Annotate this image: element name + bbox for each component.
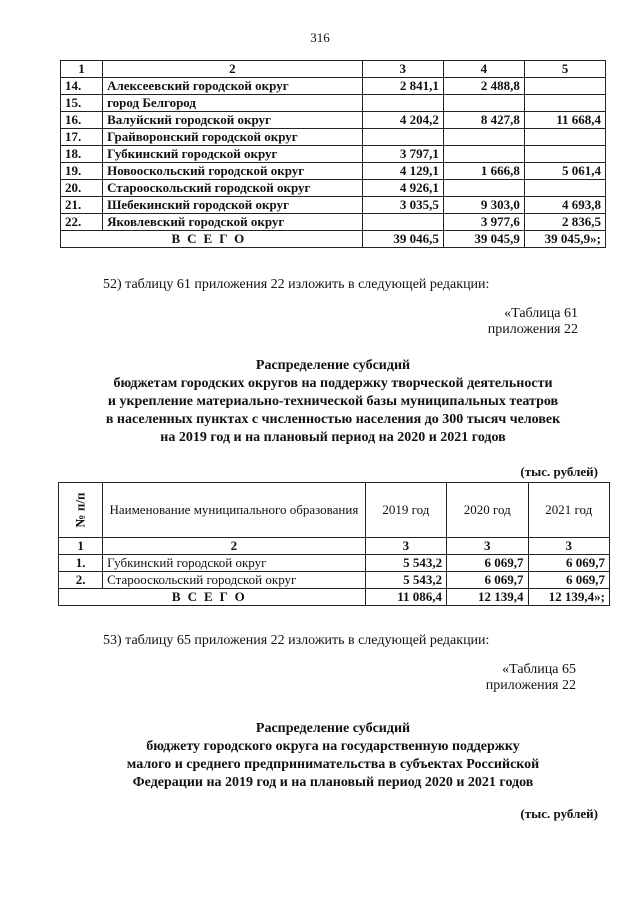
table-body <box>61 78 606 231</box>
total-label: ВСЕГО <box>59 589 366 606</box>
heading-line: Распределение субсидий <box>255 358 411 373</box>
table-cell: 3 977,6 <box>443 214 524 231</box>
table-index-row <box>59 538 610 555</box>
index-cell: 3 <box>447 538 528 555</box>
table-cell: 17. <box>61 129 103 146</box>
header-number-text: № п/п <box>72 492 88 528</box>
header-cell-2021: 2021 год <box>528 483 609 538</box>
table-row <box>59 572 610 589</box>
table-cell <box>362 95 443 112</box>
table-cell: 4 926,1 <box>362 180 443 197</box>
table-cell: 16. <box>61 112 103 129</box>
table-cell: 4 204,2 <box>362 112 443 129</box>
table-row <box>61 180 606 197</box>
table-cell: Алексеевский городской округ <box>103 78 363 95</box>
table-61-reference <box>488 306 578 338</box>
table-cell: 11 668,4 <box>524 112 605 129</box>
table-cell <box>524 95 605 112</box>
table-cell: 8 427,8 <box>443 112 524 129</box>
table-row <box>59 555 610 572</box>
page-number: 316 <box>310 30 330 45</box>
total-value: 12 139,4»; <box>528 589 609 606</box>
table-row <box>61 78 606 95</box>
table-cell: 6 069,7 <box>528 555 609 572</box>
reference-line: «Таблица 65 <box>502 662 576 677</box>
table-cell: 15. <box>61 95 103 112</box>
table-cell <box>524 146 605 163</box>
heading-line: малого и среднего предпринимательства в субъектах Российской <box>126 757 540 772</box>
table-cell: 5 061,4 <box>524 163 605 180</box>
header-cell: 5 <box>524 61 605 78</box>
table-cell: Новооскольский городской округ <box>103 163 363 180</box>
table-cell: 19. <box>61 163 103 180</box>
heading-line: бюджетам городских округов на поддержку творческой деятельности <box>113 376 553 391</box>
paragraph-52: 52) таблицу 61 приложения 22 изложить в следующей редакции: <box>103 277 490 292</box>
subsidy-table-continued <box>60 60 606 248</box>
table-cell: 6 069,7 <box>528 572 609 589</box>
table-cell: 2 488,8 <box>443 78 524 95</box>
table-cell <box>362 129 443 146</box>
total-value: 39 045,9 <box>443 231 524 248</box>
table-cell: 9 303,0 <box>443 197 524 214</box>
index-cell: 3 <box>365 538 446 555</box>
table-cell <box>443 180 524 197</box>
table-body <box>59 555 610 589</box>
table-cell: 5 543,2 <box>365 572 446 589</box>
header-cell: 1 <box>61 61 103 78</box>
table-cell: Шебекинский городской округ <box>103 197 363 214</box>
total-row <box>61 231 606 248</box>
table-cell: Губкинский городской округ <box>103 146 363 163</box>
table-cell: 1. <box>59 555 103 572</box>
total-value: 11 086,4 <box>365 589 446 606</box>
table-cell: 21. <box>61 197 103 214</box>
reference-line: приложения 22 <box>485 678 576 693</box>
table-row <box>61 146 606 163</box>
total-value: 39 045,9»; <box>524 231 605 248</box>
table-cell: Грайворонский городской округ <box>103 129 363 146</box>
table-cell <box>524 180 605 197</box>
table-cell: 4 693,8 <box>524 197 605 214</box>
table-header-row <box>61 61 606 78</box>
total-row <box>59 589 610 606</box>
table-cell: город Белгород <box>103 95 363 112</box>
table-cell <box>524 129 605 146</box>
table-cell <box>362 214 443 231</box>
total-label: ВСЕГО <box>61 231 363 248</box>
table-65-reference <box>486 662 576 694</box>
table-cell: 2. <box>59 572 103 589</box>
index-cell: 3 <box>528 538 609 555</box>
table-61-heading <box>60 357 606 447</box>
table-cell: 3 797,1 <box>362 146 443 163</box>
reference-line: приложения 22 <box>487 322 578 337</box>
table-cell: Яковлевский городской округ <box>103 214 363 231</box>
table-cell: 22. <box>61 214 103 231</box>
header-cell: 3 <box>362 61 443 78</box>
total-value: 39 046,5 <box>362 231 443 248</box>
table-cell <box>443 129 524 146</box>
table-cell: 2 841,1 <box>362 78 443 95</box>
reference-line: «Таблица 61 <box>504 306 578 321</box>
table-65-heading <box>60 720 606 792</box>
table-cell: 18. <box>61 146 103 163</box>
table-row <box>61 163 606 180</box>
table-cell: Старооскольский городской округ <box>103 572 365 589</box>
table-cell: 4 129,1 <box>362 163 443 180</box>
header-cell: 4 <box>443 61 524 78</box>
total-value: 12 139,4 <box>447 589 528 606</box>
units-label: (тыс. рублей) <box>520 464 598 479</box>
heading-line: в населенных пунктах с численностью населения до 300 тысяч человек <box>105 412 561 427</box>
table-cell: 5 543,2 <box>365 555 446 572</box>
heading-line: Федерации на 2019 год и на плановый период 2020 и 2021 годов <box>132 775 534 790</box>
table-cell <box>443 146 524 163</box>
table-row <box>61 112 606 129</box>
units-label: (тыс. рублей) <box>520 806 598 821</box>
table-cell: Старооскольский городской округ <box>103 180 363 197</box>
table-cell <box>443 95 524 112</box>
table-row <box>61 95 606 112</box>
table-cell: 14. <box>61 78 103 95</box>
table-cell: 6 069,7 <box>447 555 528 572</box>
header-cell: 2 <box>103 61 363 78</box>
table-cell: 1 666,8 <box>443 163 524 180</box>
table-header-row <box>59 483 610 538</box>
header-cell-2019: 2019 год <box>365 483 446 538</box>
paragraph-53: 53) таблицу 65 приложения 22 изложить в следующей редакции: <box>103 633 490 648</box>
subsidy-table-61 <box>58 482 610 606</box>
heading-line: и укрепление материально-технической базы муниципальных театров <box>107 394 559 409</box>
table-cell: Губкинский городской округ <box>103 555 365 572</box>
table-cell: Валуйский городской округ <box>103 112 363 129</box>
index-cell: 2 <box>103 538 365 555</box>
table-cell <box>524 78 605 95</box>
table-row <box>61 197 606 214</box>
table-cell: 6 069,7 <box>447 572 528 589</box>
header-cell-name: Наименование муниципального образования <box>103 483 365 538</box>
table-cell: 2 836,5 <box>524 214 605 231</box>
header-cell-number <box>59 483 103 538</box>
table-cell: 3 035,5 <box>362 197 443 214</box>
table-row <box>61 129 606 146</box>
table-cell: 20. <box>61 180 103 197</box>
table-row <box>61 214 606 231</box>
heading-line: бюджету городского округа на государственную поддержку <box>146 739 520 754</box>
header-cell-2020: 2020 год <box>447 483 528 538</box>
index-cell: 1 <box>59 538 103 555</box>
heading-line: Распределение субсидий <box>255 721 411 736</box>
heading-line: на 2019 год и на плановый период на 2020 и 2021 годов <box>160 430 506 445</box>
